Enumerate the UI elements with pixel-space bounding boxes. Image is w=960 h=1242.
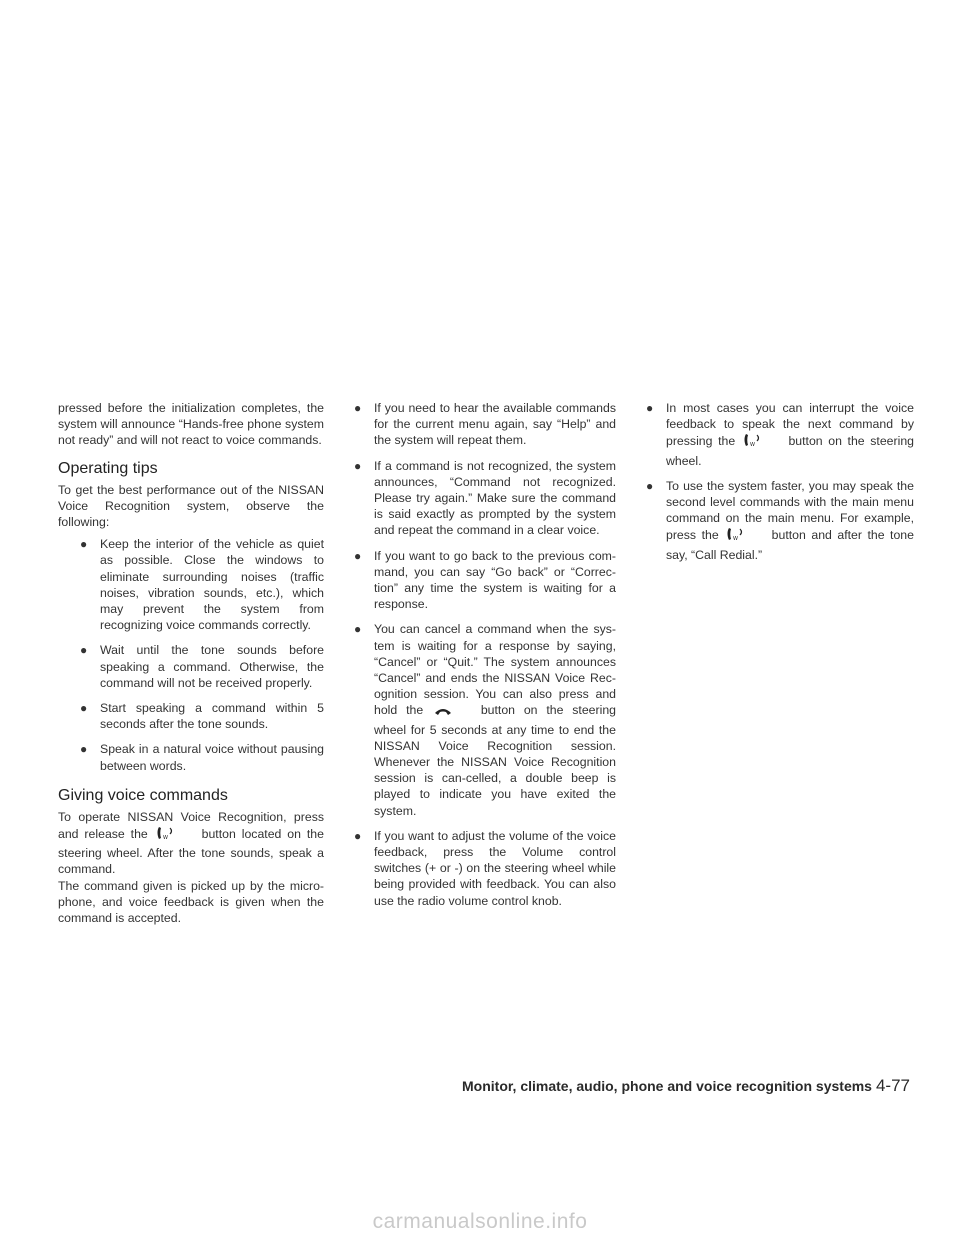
list-item-text: To use the system faster, you may speak the second level commands with the main menu command on the main menu. For example, press the [666, 478, 914, 543]
bullet: ● [354, 622, 362, 637]
list-item-text: button on the steering wheel for 5 seconds at any time to end the NISSAN Voice Recognition session. Whenever the NISSAN Voice Recognition session is can-celled, a double beep is played to indicate you have exited the system. [374, 703, 616, 818]
list-item [350, 458, 616, 539]
list-item-text: You can cancel a command when the sys-tem is waiting for a response by saying, “Cancel” or “Quit.” The system announces “Cancel” and ends the NISSAN Voice Rec-ognition session. You can also press and hold the [374, 622, 616, 718]
list-item-text: If a command is not recognized, the system announces, “Command not recognized. Please try again.” Make sure the command is said exactly as prompted by the system and repeat the command in a clear voice. [374, 458, 616, 538]
svg-text:W: W [749, 442, 755, 449]
giving-text-post: button located on the steering wheel. After the tone sounds, speak a command. [58, 827, 324, 877]
bullet: ● [80, 742, 88, 757]
giving-paragraph-2: The command given is picked up by the micro-phone, and voice feedback is given when the command is accepted. [58, 878, 324, 926]
list-item [350, 828, 616, 909]
right-column [642, 400, 914, 572]
heading-giving-voice-commands: Giving voice commands [58, 786, 228, 804]
heading-operating-tips: Operating tips [58, 459, 158, 477]
bullet: ● [354, 548, 362, 563]
giving-paragraph [58, 809, 324, 878]
list-item-text: button on the steering wheel. [666, 434, 915, 468]
list-item [642, 400, 914, 469]
page-number: 4-77 [875, 1076, 910, 1095]
intro-paragraph: pressed before the initialization completes, the system will announce “Hands-free phone system not ready” and will not react to voice commands. [58, 401, 324, 448]
bullet: ● [80, 701, 88, 716]
bullet: ● [354, 401, 362, 415]
svg-text:W: W [733, 536, 739, 543]
list-item-text: button and after the tone say, “Call Redial.” [666, 528, 914, 562]
bullet: ● [80, 643, 88, 658]
tips-intro: To get the best performance out of the NISSAN Voice Recognition system, observe the following: [58, 482, 324, 530]
talk-button-icon [743, 432, 763, 452]
phone-hangup-icon [434, 705, 452, 721]
list-item-text: If you want to adjust the volume of the voice feedback, press the Volume control switches (+ or -) on the steering wheel while being provided with feedback. You can also use the radio volume control knob. [374, 828, 616, 908]
watermark: carmanualsonline.info [372, 1210, 588, 1233]
middle-column [350, 400, 616, 918]
tip-text: Wait until the tone sounds before speaking a command. Otherwise, the command will not be received properly. [100, 643, 324, 690]
svg-text:W: W [162, 835, 168, 842]
list-item-text: In most cases you can interrupt the voice feedback to speak the next command by pressing the [666, 401, 914, 449]
list-item [642, 478, 914, 563]
page-footer [0, 1076, 910, 1096]
list-item-text: If you want to go back to the previous com-mand, you can say “Go back” or “Correc-tion” any time the system is waiting for a response. [374, 548, 616, 612]
list-item-text: If you need to hear the available commands for the current menu again, say “Help” and the system will repeat them. [374, 401, 616, 448]
talk-button-icon [156, 825, 176, 845]
giving-text-pre: To operate NISSAN Voice Recognition, press and release the [58, 809, 324, 842]
tip-item [76, 536, 324, 633]
bullet: ● [646, 401, 654, 415]
left-column [58, 400, 324, 926]
tip-text: Start speaking a command within 5 seconds after the tone sounds. [100, 701, 324, 732]
tip-text: Keep the interior of the vehicle as quiet as possible. Close the windows to eliminate surrounding noises (traffic noises, vibration sounds, etc.), which may prevent the system from recognizing voice commands correctly. [100, 537, 324, 633]
tip-item [76, 700, 324, 732]
bullet: ● [646, 478, 654, 493]
tip-item [76, 642, 324, 691]
bullet: ● [354, 828, 362, 843]
bullet: ● [80, 537, 88, 552]
list-item [350, 621, 616, 818]
tip-text: Speak in a natural voice without pausing between words. [100, 742, 324, 773]
footer-title: Monitor, climate, audio, phone and voice recognition systems [462, 1078, 872, 1094]
list-item [350, 400, 616, 449]
list-item [350, 548, 616, 613]
tip-item [76, 741, 324, 773]
bullet: ● [354, 458, 362, 473]
talk-button-icon [726, 526, 746, 546]
